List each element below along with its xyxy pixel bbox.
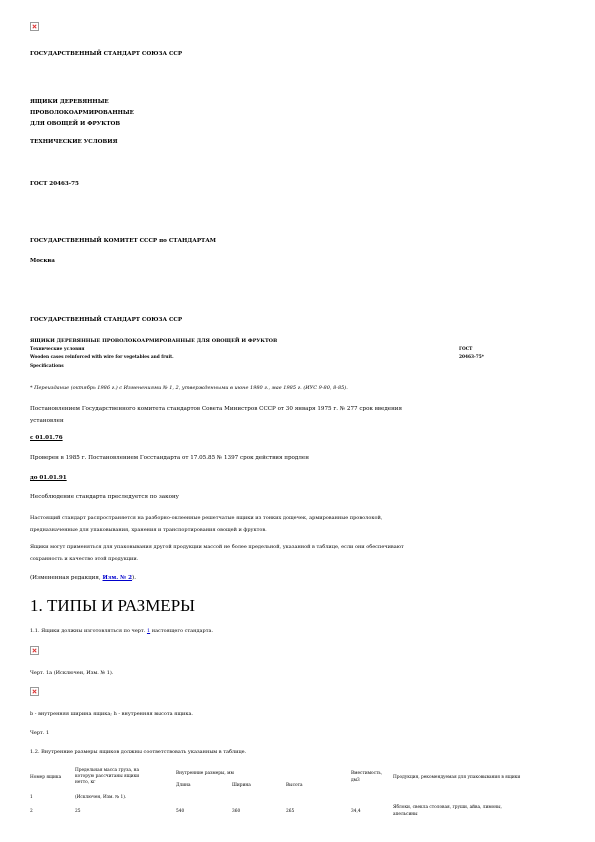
cover-subtitle: ТЕХНИЧЕСКИЕ УСЛОВИЯ (30, 139, 118, 145)
header-title: ЯЩИКИ ДЕРЕВЯННЫЕ ПРОВОЛОКОАРМИРОВАННЫЕ ДЛЯ ОВОЩЕЙ И ФРУКТОВ (30, 338, 278, 344)
header-gost-label: ГОСТ (459, 347, 473, 352)
amendment-link[interactable]: Изм. № 2 (102, 575, 133, 581)
drawing-1a-image-icon (30, 646, 39, 655)
law-note: Несоблюдение стандарта преследуется по закону (30, 494, 179, 500)
table-header-mass-1: Предельная масса груза, на (75, 768, 140, 773)
drawing-legend: b - внутренняя ширина ящика; h - внутренняя высота ящика. (30, 711, 194, 717)
cover-title-line-2: ПРОВОЛОКОАРМИРОВАННЫЕ (30, 110, 134, 116)
header-subtitle-en: Wooden cases reinforced with wire for vegetables and fruit. (30, 355, 174, 360)
table-row-2-capacity: 34,4 (351, 809, 361, 814)
amendment-note (30, 575, 136, 582)
usage-line-1: Ящики могут применяться для упаковывания другой продукции массой не более предельной, указанной в таблице, если они обеспечивают (30, 544, 404, 550)
broken-image-icon (30, 22, 39, 31)
table-header-dimensions: Внутренние размеры, мм (176, 771, 234, 776)
table-header-capacity-2: дм3 (351, 778, 360, 783)
scope-line-2: предназначенные для упаковывания, хранения и транспортирования овощей и фруктов. (30, 527, 267, 533)
checked-note: Проверен в 1985 г. Постановлением Госстандарта от 17.05.85 № 1397 срок действия продлен (30, 455, 309, 461)
scope-line-1: Настоящий стандарт распространяется на разборно-оклеенные решетчатые ящики из тонких дощечек, армированные проволокой, (30, 515, 383, 521)
table-header-mass-2: которую рассчитаны ящики (75, 774, 140, 779)
table-header-capacity-1: Вместимость, (351, 771, 383, 776)
paragraph-1-1-prefix: 1.1. Ящики должны изготовляться по черт. (30, 628, 147, 634)
section-heading: 1. ТИПЫ И РАЗМЕРЫ (30, 596, 195, 615)
table-row-2-number: 2 (30, 809, 33, 814)
header-gost-number: 20463-75* (459, 355, 484, 360)
table-header-length: Длина (176, 783, 191, 788)
amendment-prefix: (Измененная редакция, (30, 575, 103, 581)
paragraph-1-1-suffix: настоящего стандарта. (150, 628, 214, 634)
table-row-2-width: 360 (232, 809, 241, 814)
cover-gost: ГОСТ 20463-75 (30, 181, 79, 187)
amendment-suffix: ). (132, 575, 136, 581)
table-header-width: Ширина (232, 783, 251, 788)
table-row-2-length: 540 (176, 809, 185, 814)
cover-city: Москва (30, 258, 55, 264)
decree-line-1: Постановлением Государственного комитета стандартов Совета Министров СССР от 30 января 1975 г. № 277 срок введения (30, 406, 403, 412)
cover-committee: ГОСУДАРСТВЕННЫЙ КОМИТЕТ СССР по СТАНДАРТАМ (30, 238, 216, 244)
drawing-1-link[interactable]: 1 (146, 628, 151, 634)
usage-line-2: сохранность и качество этой продукции. (30, 556, 139, 562)
table-row-2-product-1: Яблоки, свекла столовая, груши, айва, лимоны, (393, 805, 502, 810)
table-header-mass-3: нетто, кг (75, 780, 96, 785)
drawing-1a-caption: Черт. 1а (Исключен, Изм. № 1). (30, 670, 114, 676)
date-introduced: с 01.01.76 (30, 435, 63, 441)
date-extended: до 01.01.91 (30, 475, 67, 481)
header-state-standard: ГОСУДАРСТВЕННЫЙ СТАНДАРТ СОЮЗА ССР (30, 317, 183, 323)
drawing-1-caption: Черт. 1 (30, 730, 50, 736)
table-row-2-mass: 25 (75, 809, 81, 814)
table-header-number: Номер ящика (30, 775, 62, 780)
decree-line-2: установлен (30, 418, 64, 424)
drawing-1-image-icon (30, 687, 39, 696)
cover-title-line-1: ЯЩИКИ ДЕРЕВЯННЫЕ (30, 99, 109, 105)
table-row-1-number: 1 (30, 795, 33, 800)
paragraph-1-2: 1.2. Внутренние размеры ящиков должны соответствовать указанным в таблице. (30, 749, 247, 755)
cover-state-standard: ГОСУДАРСТВЕННЫЙ СТАНДАРТ СОЮЗА ССР (30, 51, 183, 57)
reissue-note: * Переиздание (октябрь 1986 г.) с Изменениями № 1, 2, утвержденными в июне 1980 г., мае 1985 г. (ИУС 9-80, 8-85). (30, 385, 348, 391)
paragraph-1-1 (30, 628, 213, 634)
header-subtitle-en-2: Specifications (30, 364, 64, 369)
cover-title-line-3: ДЛЯ ОВОЩЕЙ И ФРУКТОВ (30, 121, 121, 127)
table-row-1-mass: (Исключен, Изм. № 1). (75, 795, 127, 800)
header-subtitle-ru: Технические условия (30, 347, 85, 352)
table-header-height: Высота (286, 783, 303, 788)
table-row-2-product-2: апельсины (393, 812, 418, 817)
table-header-product: Продукция, рекомендуемая для упаковывания в ящики (393, 775, 521, 780)
table-row-2-height: 265 (286, 809, 295, 814)
